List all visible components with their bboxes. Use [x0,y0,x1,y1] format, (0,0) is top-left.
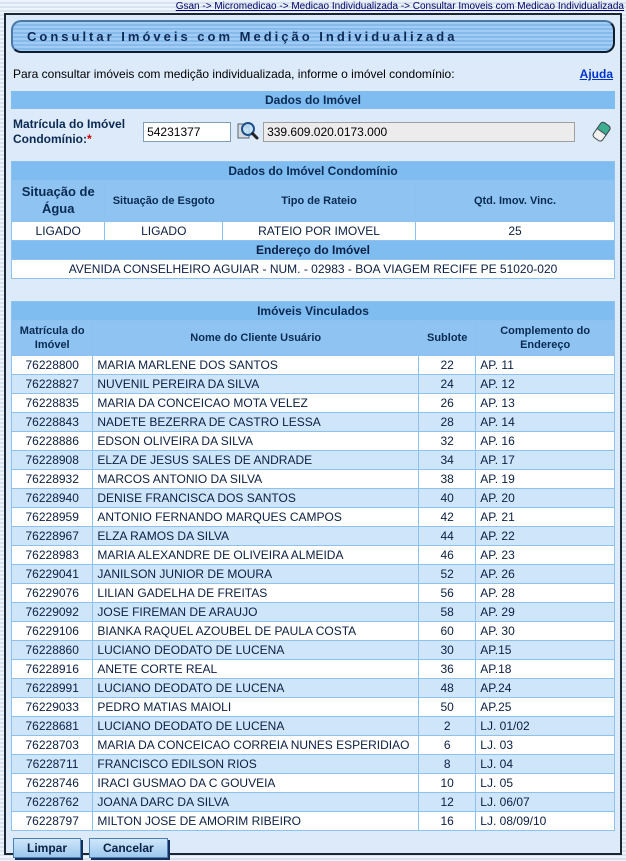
table-cell: MARCOS ANTONIO DA SILVA [93,470,419,489]
table-row [12,432,615,451]
table-cell: LJ. 05 [476,774,615,793]
table-cell: AP. 26 [476,565,615,584]
dados-imovel-header: Dados do Imóvel [11,91,615,109]
endereco-header: Endereço do Imóvel [12,240,615,259]
table-cell: 8 [419,755,476,774]
table-cell: 38 [419,470,476,489]
value-qtd-imov-vinc: 25 [415,221,614,240]
table-cell: 76228886 [12,432,93,451]
table-cell: AP. 16 [476,432,615,451]
table-cell: NADETE BEZERRA DE CASTRO LESSA [93,413,419,432]
table-cell: MARIA DA CONCEICAO MOTA VELEZ [93,394,419,413]
table-row [12,698,615,717]
table-row [12,660,615,679]
table-cell: LJ. 04 [476,755,615,774]
table-cell: 76228746 [12,774,93,793]
table-cell: 76228932 [12,470,93,489]
table-row [12,546,615,565]
table-cell: 76228827 [12,375,93,394]
table-cell: 76228860 [12,641,93,660]
table-cell: 34 [419,451,476,470]
table-cell: 22 [419,356,476,375]
table-cell: MARIA MARLENE DOS SANTOS [93,356,419,375]
search-icon[interactable] [235,120,259,144]
table-row [12,527,615,546]
table-cell: 76228983 [12,546,93,565]
col-sublote: Sublote [419,320,476,356]
table-cell: AP. 11 [476,356,615,375]
table-cell: 76228681 [12,717,93,736]
table-cell: AP. 19 [476,470,615,489]
help-link[interactable]: Ajuda [579,67,613,81]
table-cell: 76228959 [12,508,93,527]
table-cell: 24 [419,375,476,394]
table-row [12,375,615,394]
table-cell: AP. 29 [476,603,615,622]
table-cell: 28 [419,413,476,432]
col-matricula: Matrícula do Imóvel [12,320,93,356]
dados-condominio-table [11,161,615,279]
value-tipo-rateio: RATEIO POR IMOVEL [223,221,416,240]
table-cell: 76229033 [12,698,93,717]
col-situacao-agua: Situação de Água [12,181,105,222]
table-cell: 76228908 [12,451,93,470]
table-cell: 36 [419,660,476,679]
table-cell: AP. 17 [476,451,615,470]
table-cell: AP. 22 [476,527,615,546]
cancelar-button[interactable]: Cancelar [89,838,168,858]
imoveis-vinculados-table [11,301,615,832]
table-row [12,413,615,432]
table-cell: 76228991 [12,679,93,698]
col-nome-cliente: Nome do Cliente Usuário [93,320,419,356]
value-situacao-agua: LIGADO [12,221,105,240]
table-cell: 50 [419,698,476,717]
table-cell: 58 [419,603,476,622]
table-cell: 76228703 [12,736,93,755]
table-cell: 56 [419,584,476,603]
table-cell: 76229092 [12,603,93,622]
table-cell: DENISE FRANCISCA DOS SANTOS [93,489,419,508]
table-cell: AP. 13 [476,394,615,413]
table-cell: 76228800 [12,356,93,375]
table-cell: 48 [419,679,476,698]
table-cell: AP.25 [476,698,615,717]
table-cell: LILIAN GADELHA DE FREITAS [93,584,419,603]
table-cell: 76228835 [12,394,93,413]
table-cell: 76228762 [12,793,93,812]
table-cell: ELZA RAMOS DA SILVA [93,527,419,546]
intro-text: Para consultar imóveis com medição individualizada, informe o imóvel condomínio: [13,67,455,81]
table-cell: 76228916 [12,660,93,679]
matricula-form-row [11,109,615,161]
table-cell: MARIA DA CONCEICAO CORREIA NUNES ESPERIDIAO [93,736,419,755]
table-cell: AP. 20 [476,489,615,508]
table-cell: IRACI GUSMAO DA C GOUVEIA [93,774,419,793]
table-cell: LUCIANO DEODATO DE LUCENA [93,641,419,660]
matricula-input[interactable] [143,122,231,142]
table-cell: 76229041 [12,565,93,584]
col-tipo-rateio: Tipo de Rateio [223,181,416,222]
table-row [12,736,615,755]
table-cell: ELZA DE JESUS SALES DE ANDRADE [93,451,419,470]
table-cell: 76229106 [12,622,93,641]
table-cell: LJ. 03 [476,736,615,755]
col-complemento: Complemento do Endereço [476,320,615,356]
table-cell: NUVENIL PEREIRA DA SILVA [93,375,419,394]
endereco-value: AVENIDA CONSELHEIRO AGUIAR - NUM. - 02983 - BOA VIAGEM RECIFE PE 51020-020 [12,259,615,278]
table-row [12,717,615,736]
table-cell: 26 [419,394,476,413]
table-cell: 76228843 [12,413,93,432]
main-panel [4,13,622,855]
table-row [12,755,615,774]
table-cell: LJ. 06/07 [476,793,615,812]
table-row [12,603,615,622]
table-cell: 76229076 [12,584,93,603]
table-cell: 44 [419,527,476,546]
table-cell: 30 [419,641,476,660]
vinculados-rows [12,356,615,831]
table-row [12,489,615,508]
table-cell: 12 [419,793,476,812]
table-row [12,679,615,698]
col-situacao-esgoto: Situação de Esgoto [105,181,223,222]
matricula-label [13,117,133,147]
table-cell: JANILSON JUNIOR DE MOURA [93,565,419,584]
table-cell: EDSON OLIVEIRA DA SILVA [93,432,419,451]
table-cell: MILTON JOSE DE AMORIM RIBEIRO [93,812,419,831]
table-row [12,451,615,470]
table-cell: JOSE FIREMAN DE ARAUJO [93,603,419,622]
table-cell: AP.24 [476,679,615,698]
limpar-button[interactable]: Limpar [13,838,81,858]
table-cell: 6 [419,736,476,755]
table-cell: 76228940 [12,489,93,508]
table-cell: AP.15 [476,641,615,660]
table-row [12,584,615,603]
table-cell: LUCIANO DEODATO DE LUCENA [93,679,419,698]
table-cell: AP. 28 [476,584,615,603]
table-row [12,470,615,489]
table-cell: 76228711 [12,755,93,774]
table-cell: BIANKA RAQUEL AZOUBEL DE PAULA COSTA [93,622,419,641]
table-row [12,641,615,660]
imoveis-vinculados-header: Imóveis Vinculados [12,301,615,320]
spacer [11,279,615,301]
page-title: Consultar Imóveis com Medição Individualizada [11,20,615,53]
table-cell: LJ. 08/09/10 [476,812,615,831]
table-cell: 42 [419,508,476,527]
table-cell: AP. 14 [476,413,615,432]
table-cell: ANTONIO FERNANDO MARQUES CAMPOS [93,508,419,527]
value-situacao-esgoto: LIGADO [105,221,223,240]
intro-row [11,63,615,91]
table-cell: LUCIANO DEODATO DE LUCENA [93,717,419,736]
table-row [12,565,615,584]
breadcrumb[interactable]: Gsan -> Micromedicao -> Medicao Individualizada -> Consultar Imoveis com Medicao Individualizada [175,1,624,12]
table-cell: 40 [419,489,476,508]
table-cell: 60 [419,622,476,641]
dados-condominio-header: Dados do Imóvel Condomínio [12,162,615,181]
table-row [12,812,615,831]
table-cell: 46 [419,546,476,565]
table-cell: AP. 30 [476,622,615,641]
eraser-icon[interactable] [591,120,613,144]
table-cell: AP. 21 [476,508,615,527]
table-cell: 16 [419,812,476,831]
table-cell: FRANCISCO EDILSON RIOS [93,755,419,774]
table-cell: AP.18 [476,660,615,679]
table-row [12,394,615,413]
table-cell: 52 [419,565,476,584]
table-cell: 2 [419,717,476,736]
button-bar [11,831,615,858]
table-cell: PEDRO MATIAS MAIOLI [93,698,419,717]
table-cell: 76228967 [12,527,93,546]
table-row [12,774,615,793]
required-marker: * [86,132,92,146]
table-cell: 32 [419,432,476,451]
table-cell: MARIA ALEXANDRE DE OLIVEIRA ALMEIDA [93,546,419,565]
table-cell: AP. 23 [476,546,615,565]
table-cell: ANETE CORTE REAL [93,660,419,679]
table-row [12,508,615,527]
inscricao-field [263,122,575,142]
col-qtd-imov-vinc: Qtd. Imov. Vinc. [415,181,614,222]
table-row [12,793,615,812]
matricula-label-text: Matrícula do Imóvel Condomínio: [13,117,126,146]
table-cell: JOANA DARC DA SILVA [93,793,419,812]
table-cell: 10 [419,774,476,793]
table-row [12,356,615,375]
table-row [12,622,615,641]
table-cell: LJ. 01/02 [476,717,615,736]
condominio-values-row [12,221,615,240]
table-cell: AP. 12 [476,375,615,394]
table-cell: 76228797 [12,812,93,831]
